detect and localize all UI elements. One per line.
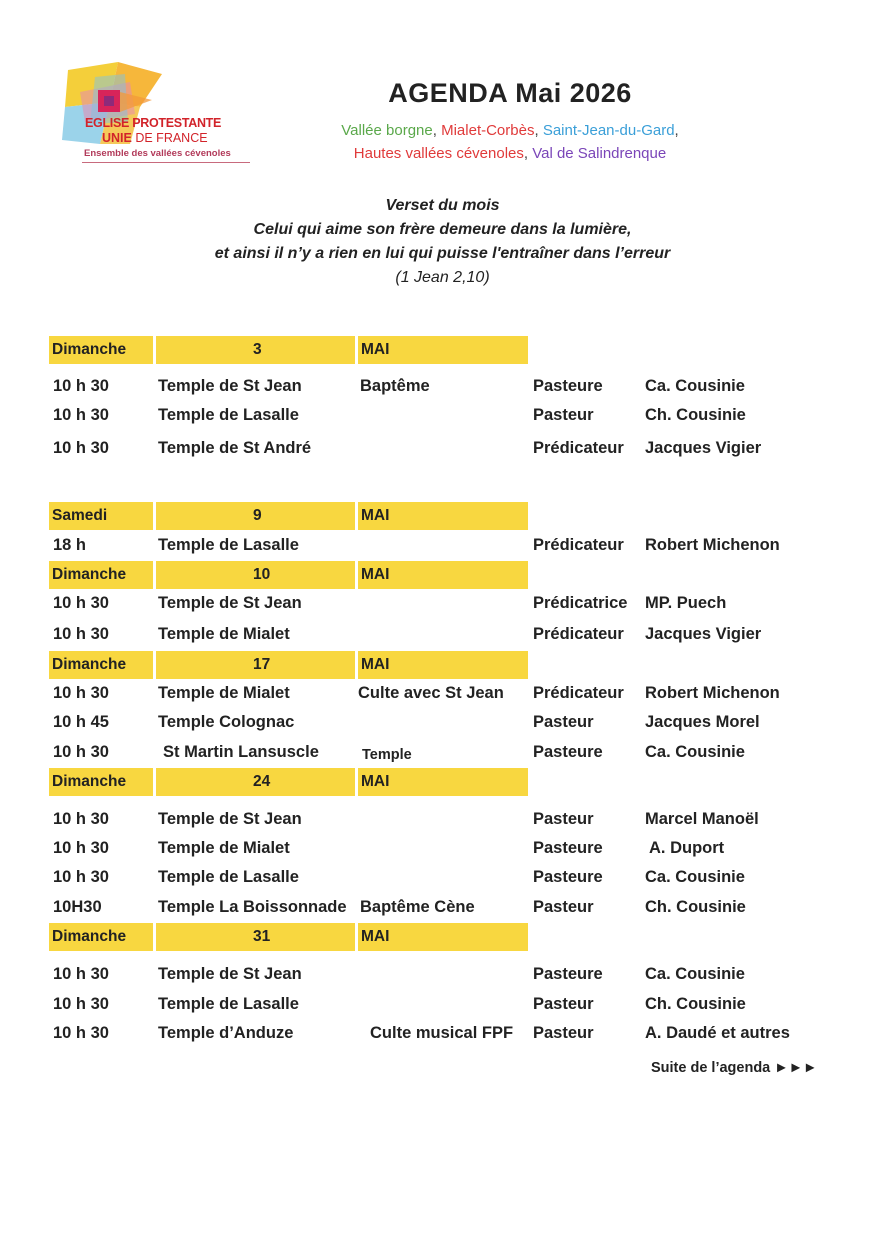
day-date: 3 [253, 341, 262, 358]
agenda-time: 10 h 30 [53, 684, 109, 702]
agenda-time: 10 h 45 [53, 713, 109, 731]
agenda-place: Temple de St Jean [158, 965, 302, 983]
agenda-role: Pasteure [533, 965, 603, 983]
agenda-time: 10 h 30 [53, 1024, 109, 1042]
day-header-band [49, 923, 528, 951]
agenda-role: Prédicateur [533, 684, 624, 702]
epudf-logo [60, 52, 270, 167]
agenda-role: Prédicateur [533, 536, 624, 554]
day-header-band [49, 651, 528, 679]
agenda-place: Temple Colognac [158, 713, 295, 731]
parish-name: Saint-Jean-du-Gard [542, 122, 675, 139]
agenda-person: A. Daudé et autres [645, 1024, 790, 1042]
agenda-role: Prédicateur [533, 439, 624, 457]
verse-reference: (1 Jean 2,10) [395, 269, 490, 286]
agenda-time: 10 h 30 [53, 406, 109, 424]
agenda-place: Temple de Lasalle [158, 406, 299, 424]
verse-title: Verset du mois [385, 197, 500, 214]
agenda-place: Temple de Mialet [158, 839, 290, 857]
parish-line-2: Hautes vallées cévenoles, Val de Salindrenque [353, 145, 667, 162]
day-name: Dimanche [52, 656, 127, 673]
logo-underline [82, 162, 250, 163]
agenda-role: Pasteure [533, 868, 603, 886]
day-date: 9 [253, 507, 262, 524]
agenda-time: 10 h 30 [53, 810, 109, 828]
parish-name: Hautes vallées cévenoles [353, 145, 524, 162]
agenda-note: Baptême [360, 377, 430, 395]
agenda-person: Ch. Cousinie [645, 898, 746, 916]
month-label: MAI [361, 341, 390, 358]
logo-text-line1: EGLISE PROTESTANTE [85, 116, 222, 130]
agenda-time: 10 h 30 [53, 839, 109, 857]
agenda-role: Pasteur [533, 898, 594, 916]
agenda-place: Temple de St Jean [158, 810, 302, 828]
agenda-person: A. Duport [649, 839, 725, 857]
agenda-person: Robert Michenon [645, 684, 780, 702]
agenda-person: Ca. Cousinie [645, 965, 745, 983]
day-name: Dimanche [52, 928, 127, 945]
agenda-place: Temple de St Jean [158, 594, 302, 612]
agenda-note: Culte avec St Jean [358, 684, 504, 702]
verse-line: et ainsi il n’y a rien en lui qui puisse l'entraîner dans l’erreur [214, 245, 671, 262]
agenda-person: Marcel Manoël [645, 810, 759, 828]
day-name: Dimanche [52, 341, 127, 358]
agenda-place: Temple La Boissonnade [158, 898, 347, 916]
month-label: MAI [361, 928, 390, 945]
verse-line: Celui qui aime son frère demeure dans la lumière, [253, 221, 632, 238]
agenda-time: 10 h 30 [53, 965, 109, 983]
agenda-note: Baptême Cène [360, 898, 475, 916]
agenda-person: Ca. Cousinie [645, 743, 745, 761]
agenda-role: Prédicatrice [533, 594, 628, 612]
agenda-role: Pasteure [533, 839, 603, 857]
agenda-person: Jacques Vigier [645, 625, 762, 643]
agenda-note: Temple [362, 747, 412, 763]
agenda-person: MP. Puech [645, 594, 727, 612]
day-date: 10 [253, 566, 271, 583]
month-label: MAI [361, 773, 390, 790]
agenda-place: Temple de St André [158, 439, 312, 457]
agenda-role: Pasteur [533, 713, 594, 731]
day-date: 17 [253, 656, 271, 673]
agenda-note: Culte musical FPF [370, 1024, 514, 1042]
agenda-time: 10 h 30 [53, 439, 109, 457]
day-date: 31 [253, 928, 271, 945]
agenda-time: 10 h 30 [53, 625, 109, 643]
day-name: Samedi [52, 507, 108, 524]
agenda-role: Pasteur [533, 1024, 594, 1042]
parish-name: Vallée borgne [341, 122, 433, 139]
agenda-time: 10 h 30 [53, 868, 109, 886]
agenda-time: 10 h 30 [53, 995, 109, 1013]
agenda-place: St Martin Lansuscle [163, 743, 319, 761]
page-title: AGENDA Mai 2026 [388, 78, 632, 108]
month-label: MAI [361, 507, 390, 524]
month-label: MAI [361, 656, 390, 673]
parish-list [300, 119, 720, 165]
day-name: Dimanche [52, 773, 127, 790]
agenda-time: 10H30 [53, 898, 102, 916]
agenda-time: 10 h 30 [53, 594, 109, 612]
parish-name: Val de Salindrenque [532, 145, 667, 162]
logo-text-line2: UNIE DE FRANCE [102, 131, 208, 145]
day-header-band [49, 768, 528, 796]
day-date: 24 [253, 773, 271, 790]
agenda-role: Pasteur [533, 995, 594, 1013]
agenda-role: Pasteur [533, 406, 594, 424]
agenda-role: Pasteure [533, 377, 603, 395]
parish-line-1: Vallée borgne, Mialet-Corbès, Saint-Jean-du-Gard, [341, 122, 679, 139]
agenda-place: Temple de Lasalle [158, 536, 299, 554]
logo-text-line3: Ensemble des vallées cévenoles [84, 148, 231, 159]
agenda-place: Temple de Lasalle [158, 868, 299, 886]
agenda-person: Robert Michenon [645, 536, 780, 554]
agenda-place: Temple de Lasalle [158, 995, 299, 1013]
agenda-role: Pasteur [533, 810, 594, 828]
agenda-person: Jacques Morel [645, 713, 760, 731]
parish-name: Mialet-Corbès [441, 122, 535, 139]
agenda-person: Ch. Cousinie [645, 995, 746, 1013]
agenda-person: Ca. Cousinie [645, 377, 745, 395]
day-header-band [49, 502, 528, 530]
agenda-place: Temple d’Anduze [158, 1024, 294, 1042]
agenda-person: Ca. Cousinie [645, 868, 745, 886]
agenda-place: Temple de Mialet [158, 684, 290, 702]
agenda-time: 10 h 30 [53, 743, 109, 761]
verse-of-month [170, 194, 715, 290]
month-label: MAI [361, 566, 390, 583]
agenda-role: Prédicateur [533, 625, 624, 643]
agenda-place: Temple de St Jean [158, 377, 302, 395]
agenda-role: Pasteure [533, 743, 603, 761]
agenda-person: Ch. Cousinie [645, 406, 746, 424]
agenda-time: 18 h [53, 536, 87, 554]
agenda-time: 10 h 30 [53, 377, 109, 395]
day-header-band [49, 336, 528, 364]
day-name: Dimanche [52, 566, 127, 583]
agenda-place: Temple de Mialet [158, 625, 290, 643]
continuation-note: Suite de l’agenda ►►► [651, 1060, 818, 1076]
agenda-person: Jacques Vigier [645, 439, 762, 457]
day-header-band [49, 561, 528, 589]
